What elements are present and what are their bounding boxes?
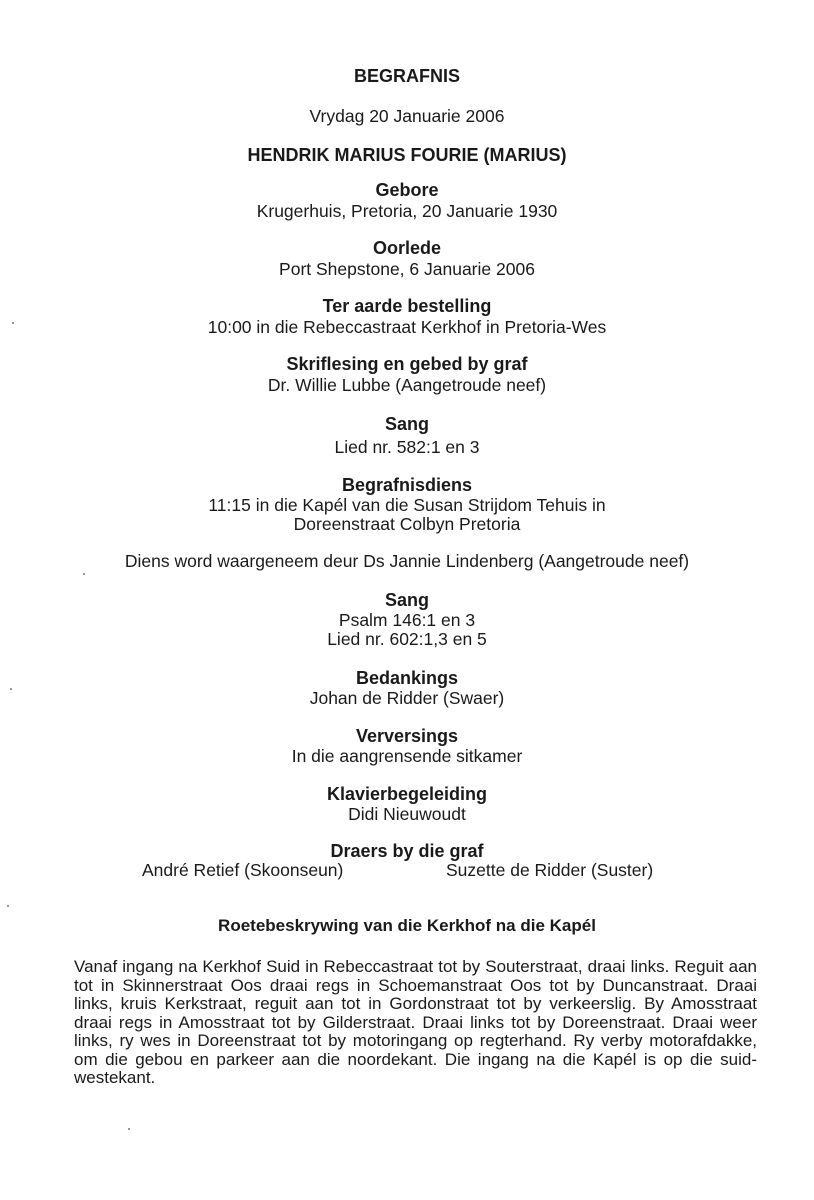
scan-speck — [12, 322, 14, 324]
died-label: Oorlede — [372, 238, 442, 258]
died-text: Port Shepstone, 6 Januarie 2006 — [279, 259, 535, 279]
route-description: Vanaf ingang na Kerkhof Suid in Rebeccastraat tot by Souterstraat, draai links. Reguit aan tot in Skinnerstraat Oos draai regs in Schoemanstraat Oos tot by Duncanstraat. Draai links, kruis Kerkstraat, reguit aan tot in Gordonstraat tot by verkeerslig. By Amosstraat draai regs in Amosstraat tot by Gilderstraat. Draai links tot by Doreenstraat. Draai weer links, ry wes in Doreenstraat tot by motoringang op regterhand. Ry verby motorafdakke, om die gebou en parkeer aan die noordekant. Die ingang na die Kapél is op die suid-westekant. — [74, 957, 757, 1087]
thanks-label: Bedankings — [355, 668, 459, 688]
born-label: Gebore — [375, 180, 439, 200]
service-date: Vrydag 20 Januarie 2006 — [309, 106, 505, 126]
song2-line1: Psalm 146:1 en 3 — [338, 610, 476, 630]
song2-line2: Lied nr. 602:1,3 en 5 — [327, 629, 487, 649]
song2-label: Sang — [384, 590, 429, 610]
service-line2: Doreenstraat Colbyn Pretoria — [293, 514, 521, 534]
piano-text: Didi Nieuwoudt — [348, 804, 466, 824]
song1-label: Sang — [384, 414, 429, 434]
document-title: BEGRAFNIS — [353, 66, 460, 86]
thanks-text: Johan de Ridder (Swaer) — [309, 688, 505, 708]
refreshments-text: In die aangrensende sitkamer — [291, 746, 523, 766]
scan-speck — [128, 1128, 130, 1130]
burial-text: 10:00 in die Rebeccastraat Kerkhof in Pretoria-Wes — [207, 317, 607, 337]
bearers-label: Draers by die graf — [330, 841, 484, 861]
burial-label: Ter aarde bestelling — [322, 296, 492, 316]
service-line1: 11:15 in die Kapél van die Susan Strijdom Tehuis in — [208, 495, 606, 515]
bearer-left: André Retief (Skoonseun) — [142, 860, 344, 880]
scan-speck — [10, 688, 12, 690]
scan-speck — [83, 573, 85, 575]
reading-text: Dr. Willie Lubbe (Aangetroude neef) — [267, 375, 547, 395]
refreshments-label: Verversings — [355, 726, 459, 746]
deceased-name: HENDRIK MARIUS FOURIE (MARIUS) — [247, 145, 567, 165]
route-heading: Roetebeskrywing van die Kerkhof na die Kapél — [218, 916, 596, 935]
reading-label: Skriflesing en gebed by graf — [286, 354, 528, 374]
bearer-right: Suzette de Ridder (Suster) — [446, 860, 654, 880]
song1-text: Lied nr. 582:1 en 3 — [334, 437, 480, 457]
piano-label: Klavierbegeleiding — [326, 784, 488, 804]
service-label: Begrafnisdiens — [341, 475, 473, 495]
officiant-text: Diens word waargeneem deur Ds Jannie Lindenberg (Aangetroude neef) — [124, 551, 690, 571]
born-text: Krugerhuis, Pretoria, 20 Januarie 1930 — [256, 201, 558, 221]
scan-speck — [7, 905, 9, 907]
